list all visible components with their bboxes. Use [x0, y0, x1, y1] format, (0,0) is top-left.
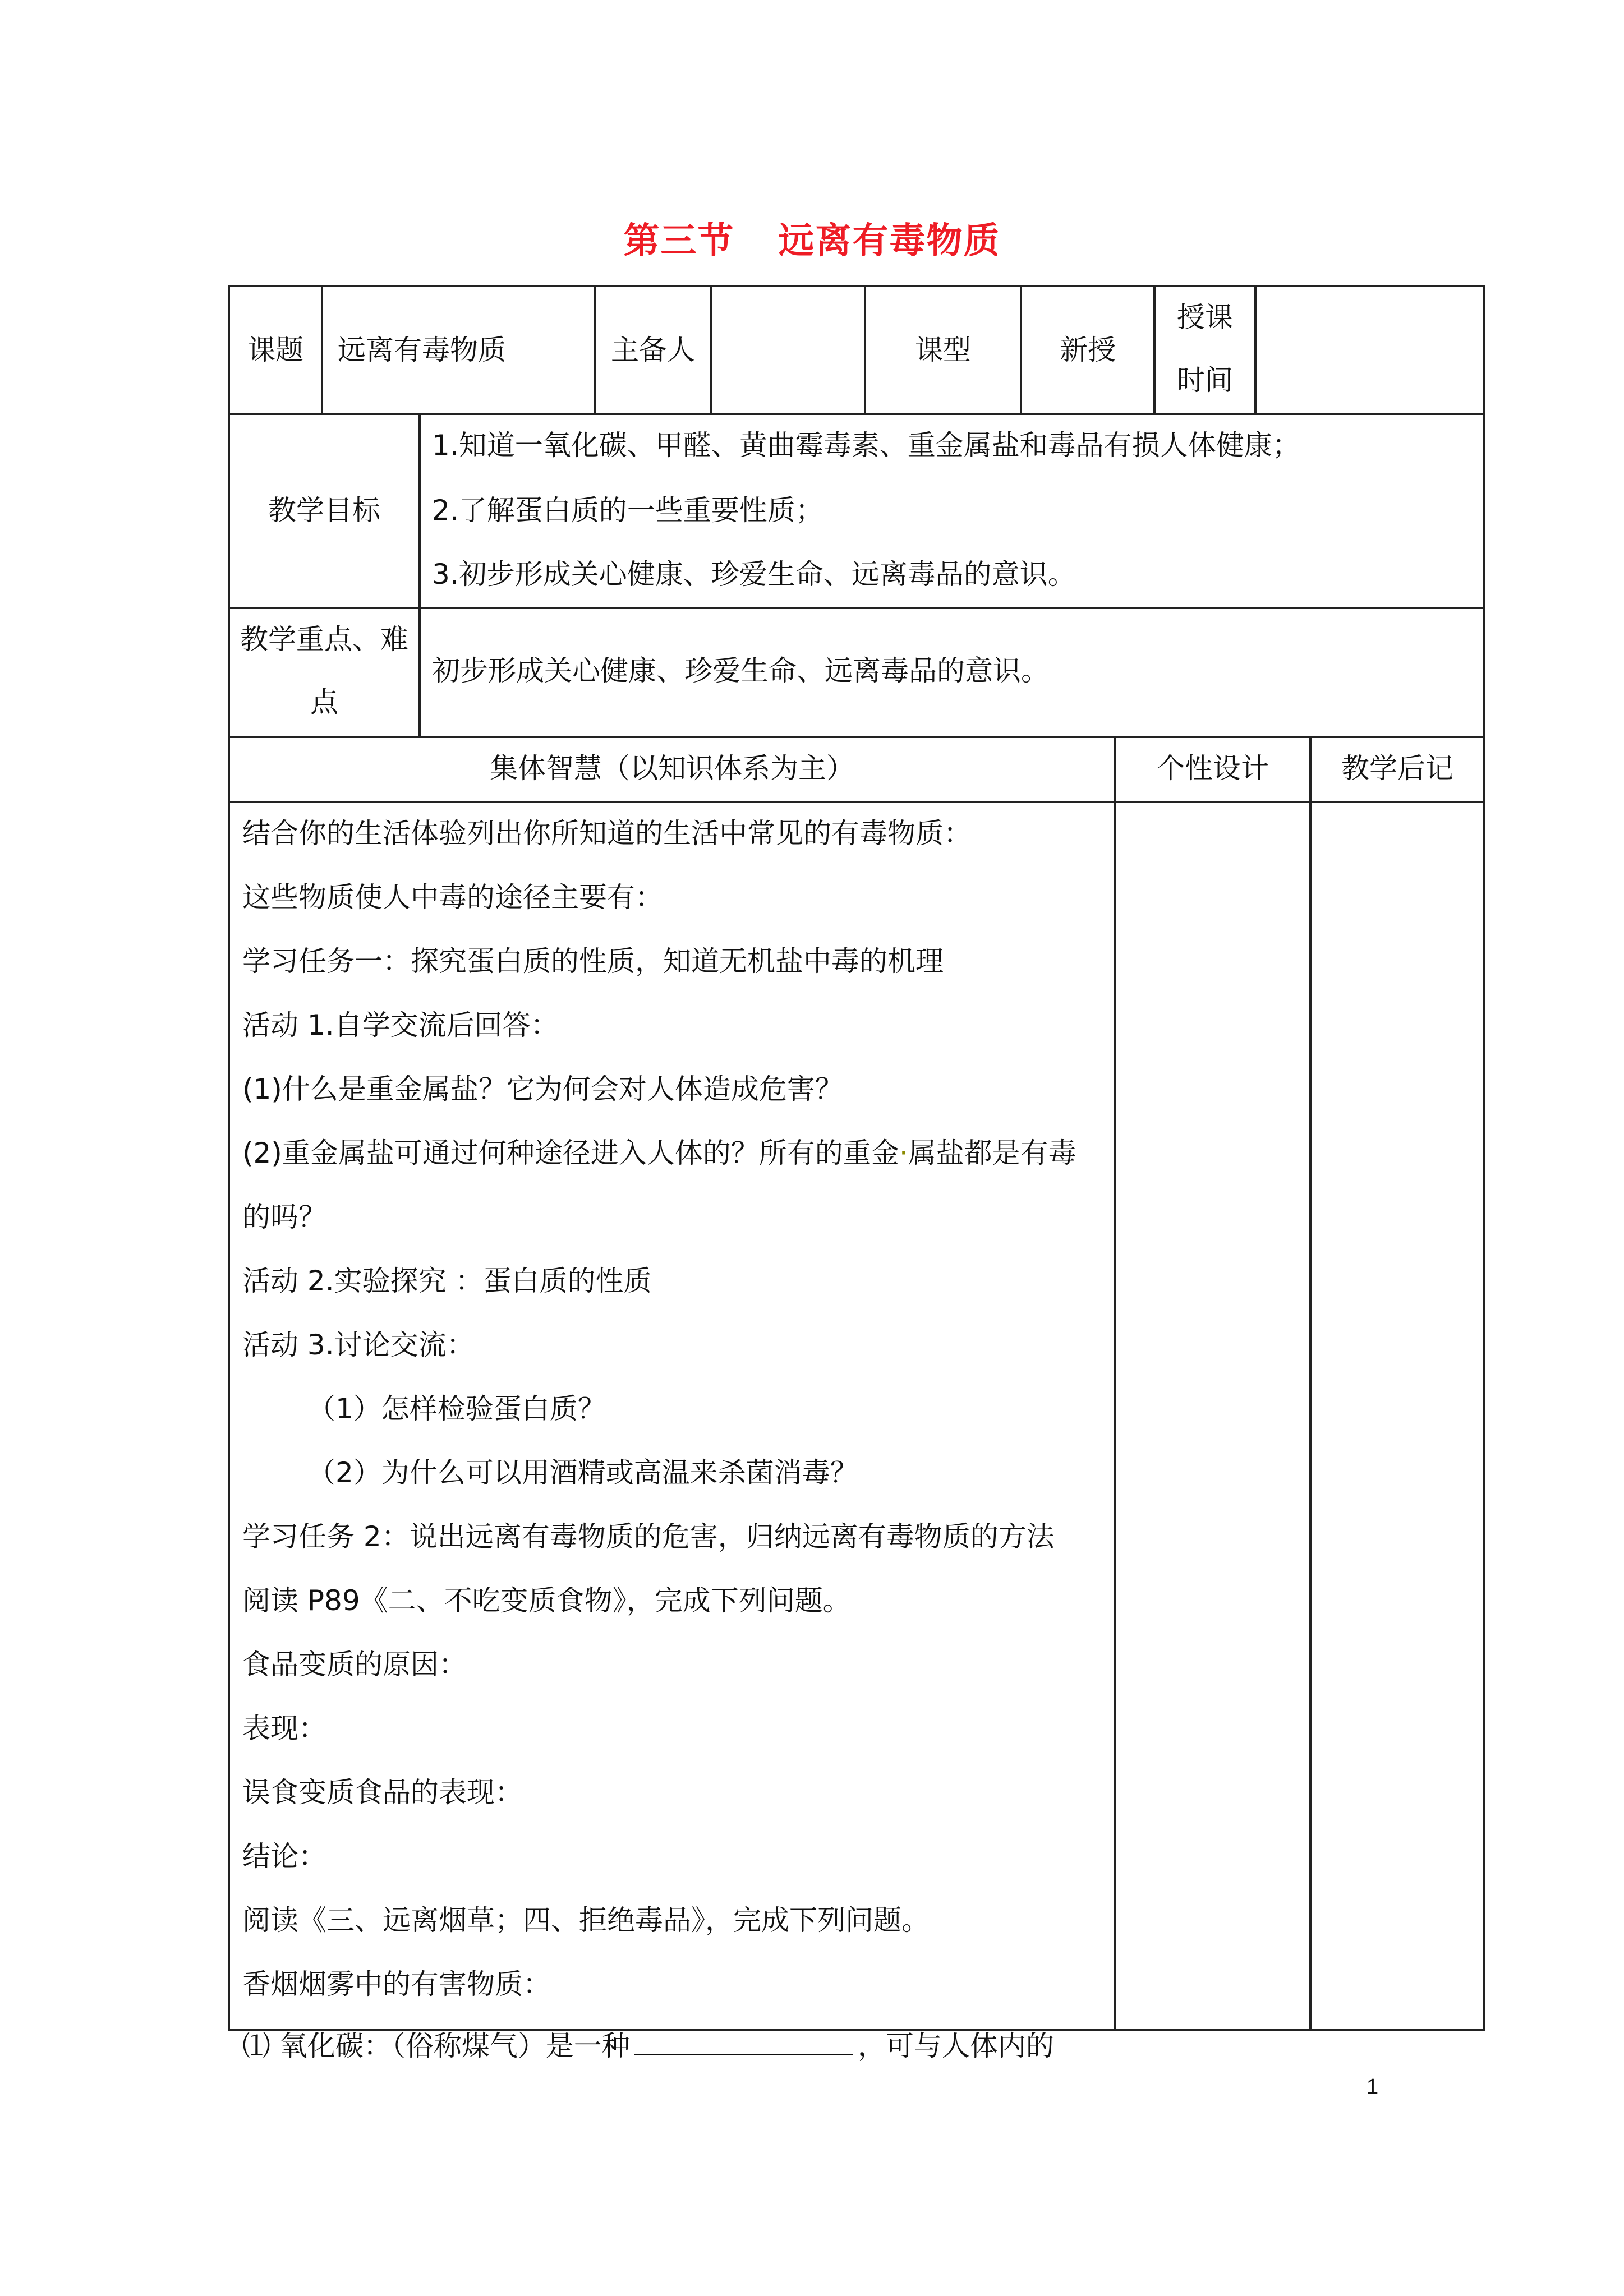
- table-rule-1: [228, 413, 1485, 415]
- body-line-fill-blank: [242, 2029, 1054, 2063]
- body-line: 阅读《三、远离烟草；四、拒绝毒品》，完成下列问题。: [242, 1904, 930, 1937]
- column-divider-personal: [1114, 736, 1116, 2031]
- table-border-left: [228, 285, 230, 2031]
- body-line: 食品变质的原因：: [242, 1648, 467, 1681]
- body-line-part: (2)重金属盐可通过何种途径进入人体的？所有的重金: [242, 1137, 899, 1169]
- column-header-personal: 个性设计: [1157, 752, 1269, 785]
- key-points-value: 初步形成关心健康、珍爱生命、远离毒品的意识。: [432, 654, 1049, 687]
- body-line: 表现：: [242, 1712, 326, 1745]
- body-line-part: ，可与人体内的: [857, 2030, 1054, 2062]
- body-line: 的吗？: [242, 1201, 326, 1233]
- body-line: （1）怎样检验蛋白质？: [307, 1393, 606, 1425]
- body-line: 学习任务 2：说出远离有毒物质的危害，归纳远离有毒物质的方法: [242, 1520, 1055, 1553]
- type-value: 新授: [1060, 334, 1116, 366]
- table-rule-top: [228, 285, 1485, 287]
- body-line: 活动 3.讨论交流：: [242, 1329, 475, 1361]
- key-points-label-line1: 教学重点、难: [240, 623, 408, 656]
- column-header-main: 集体智慧（以知识体系为主）: [490, 752, 854, 785]
- table-rule-4: [228, 801, 1485, 803]
- body-line: (1)什么是重金属盐？它为何会对人体造成危害？: [242, 1073, 843, 1105]
- objective-item-1: 1.知道一氧化碳、甲醛、黄曲霉毒素、重金属盐和毒品有损人体健康；: [432, 429, 1300, 462]
- header-divider-3: [710, 285, 712, 414]
- body-line: 学习任务一：探究蛋白质的性质，知道无机盐中毒的机理: [242, 945, 944, 978]
- time-label-line2: 时间: [1177, 364, 1233, 397]
- column-header-notes: 教学后记: [1341, 752, 1453, 785]
- fill-in-blank[interactable]: [634, 2029, 853, 2055]
- objective-item-2: 2.了解蛋白质的一些重要性质；: [432, 494, 823, 527]
- body-line: 阅读 P89《二、不吃变质食物》，完成下列问题。: [242, 1584, 851, 1617]
- label-divider: [418, 413, 421, 737]
- topic-value: 远离有毒物质: [338, 334, 506, 366]
- column-divider-notes: [1309, 736, 1312, 2031]
- objective-item-3: 3.初步形成关心健康、珍爱生命、远离毒品的意识。: [432, 558, 1076, 591]
- page-number: 1: [1367, 2075, 1379, 2099]
- body-line-part: 属盐都是有毒: [908, 1137, 1076, 1169]
- table-border-right: [1483, 285, 1485, 2031]
- stray-mark: ·: [899, 1137, 908, 1169]
- preparer-label: 主备人: [611, 334, 695, 366]
- title-topic: 远离有毒物质: [778, 220, 1001, 262]
- table-rule-3: [228, 736, 1485, 738]
- body-line-part: ⑴ 氧化碳：（俗称煤气）是一种: [242, 2030, 630, 2062]
- body-line: 结论：: [242, 1840, 326, 1873]
- topic-label: 课题: [247, 334, 303, 366]
- time-label-line1: 授课: [1177, 301, 1233, 334]
- key-points-label-line2: 点: [310, 686, 338, 718]
- body-line: 误食变质食品的表现：: [242, 1776, 523, 1809]
- objectives-label: 教学目标: [268, 494, 380, 527]
- body-line-split: [242, 1136, 1076, 1170]
- body-line: 这些物质使人中毒的途径主要有：: [242, 881, 663, 914]
- body-line: （2）为什么可以用酒精或高温来杀菌消毒？: [307, 1456, 858, 1489]
- header-divider-1: [321, 285, 323, 414]
- table-rule-2: [228, 607, 1485, 609]
- body-line: 活动 1.自学交流后回答：: [242, 1009, 559, 1041]
- header-divider-7: [1254, 285, 1257, 414]
- body-line: 香烟烟雾中的有害物质：: [242, 1968, 551, 2000]
- type-label: 课型: [915, 334, 971, 366]
- title-section: 第三节: [623, 220, 735, 262]
- body-line: 结合你的生活体验列出你所知道的生活中常见的有毒物质：: [242, 817, 972, 850]
- body-line: 活动 2.实验探究 ：蛋白质的性质: [242, 1265, 652, 1297]
